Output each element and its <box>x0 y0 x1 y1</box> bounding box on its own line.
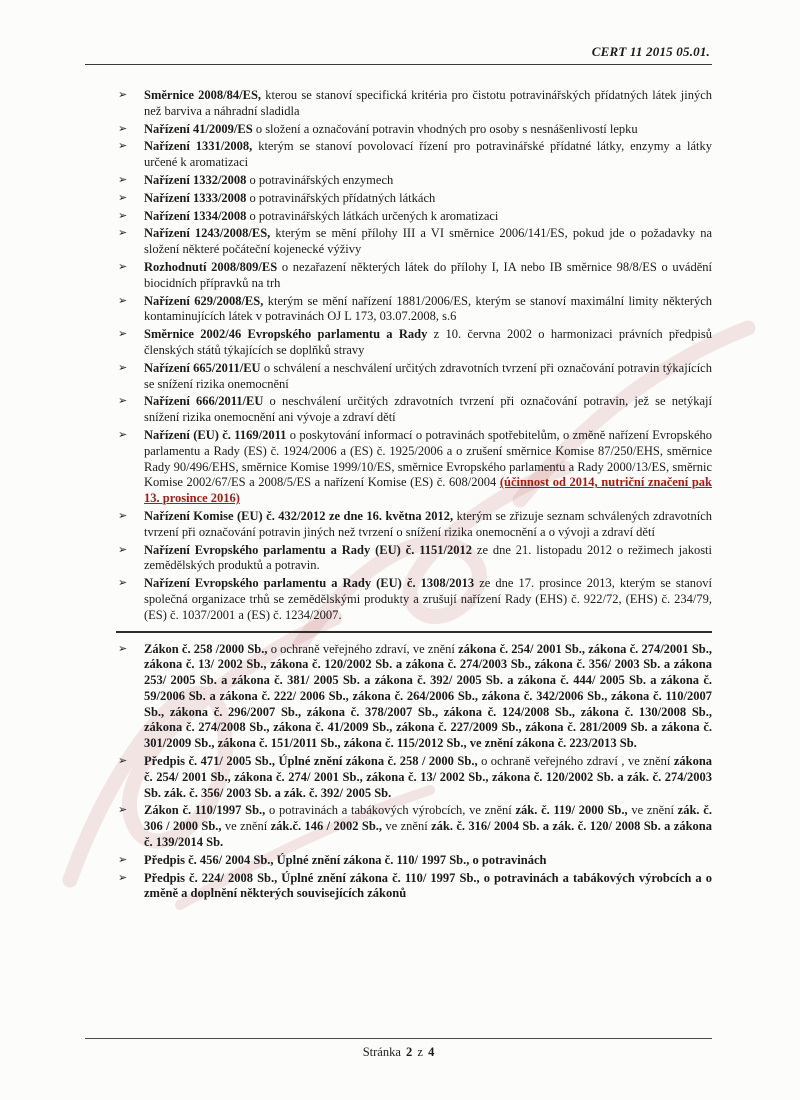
list-item-text <box>144 803 712 849</box>
text-segment: zákona č. 254/ 2001 Sb., zákona č. 274/ 2001 Sb., zákona č. 13/ 2002 Sb., zákona č. 120/2002 Sb. a zák. č. 274/2003 Sb. zák. č. 356/ 2003 Sb. a zák. č. 392/ 2005 Sb. <box>144 754 713 800</box>
text-segment: o schválení a neschválení určitých zdravotních tvrzení při označování potravin týkajících se snížení rizika onemocnění <box>144 360 712 391</box>
section-divider <box>116 631 712 633</box>
text-segment: o potravinářských přídatných látkách <box>246 190 436 205</box>
text-segment: Nařízení 666/2011/EU <box>144 394 264 409</box>
list-item <box>116 871 712 903</box>
text-segment: o potravinách a tabákových výrobcích, ve znění <box>265 803 516 818</box>
text-segment: kterým se zřizuje seznam schválených zdravotních tvrzení při označování potravin jiných než tvrzení o snížení rizika onemocnění a o vývoji a zdraví dětí <box>144 508 712 539</box>
text-segment: ze dne 17. prosince 2013, kterým se stanoví společná organizace trhů se zemědělskými produkty a zrušují nařízení Rady (EHS) č. 922/72, (EHS) č. 234/79, (ES) č. 1037/2001 a (ES) č. 1234/2007. <box>144 576 712 622</box>
text-segment: o poskytování informací o potravinách spotřebitelům, o změně nařízení Evropského parlamentu a Rady (ES) č. 1924/2006 a (ES) č. 1925/2006 a o zrušení směrnice Komise 87/250/EHS, směrnice Rady 90/496/EHS, směrnice Komise 1999/10/ES, směrnice Evropského parlamentu a Rady 2000/13/ES, směrnic Komise 2002/67/ES a 2008/5/ES a nařízení Komise (ES) č. 608/2004 <box>144 427 712 490</box>
list-item-text <box>144 88 712 118</box>
list-item <box>116 88 712 120</box>
arrow-bullet-icon: ➢ <box>118 227 128 240</box>
list-item-text <box>144 543 712 573</box>
text-segment: Nařízení 665/2011/EU <box>144 360 261 375</box>
footer-page-number: 2 <box>406 1045 413 1059</box>
list-item-text <box>144 122 638 136</box>
arrow-bullet-icon: ➢ <box>118 191 128 204</box>
arrow-bullet-icon: ➢ <box>118 140 128 153</box>
text-segment: Nařízení Evropského parlamentu a Rady (EU) č. 1151/2012 <box>144 542 473 557</box>
arrow-bullet-icon: ➢ <box>118 543 128 556</box>
arrow-bullet-icon: ➢ <box>118 577 128 590</box>
arrow-bullet-icon: ➢ <box>118 122 128 135</box>
footer-label: Stránka <box>362 1045 401 1059</box>
list-item-text <box>144 361 712 391</box>
arrow-bullet-icon: ➢ <box>118 209 128 222</box>
list-item <box>116 509 712 541</box>
list-item-text <box>144 509 712 539</box>
text-segment: o potravinářských látkách určených k aromatizaci <box>246 208 499 223</box>
arrow-bullet-icon: ➢ <box>118 173 128 186</box>
arrow-bullet-icon: ➢ <box>118 328 128 341</box>
text-segment: kterým se mění přílohy III a VI směrnice 2006/141/ES, pokud jde o požadavky na složení některé počáteční kojenecké výživy <box>144 226 712 257</box>
list-item-text <box>144 394 712 424</box>
list-item <box>116 803 712 850</box>
text-segment: kterou se stanoví specifická kritéria pro čistotu potravinářských přídatných látek jiných než barviva a náhradní sladidla <box>144 88 712 118</box>
text-segment: o složení a označování potravin vhodných pro osoby s nesnášenlivostí lepku <box>252 121 638 136</box>
text-segment: kterým se stanoví povolovací řízení pro potravinářské přídatné látky, enzymy a látky určené k aromatizaci <box>144 139 712 170</box>
text-segment: Nařízení 629/2008/ES, <box>144 293 264 308</box>
list-item-text <box>144 327 712 357</box>
list-item-text <box>144 139 712 169</box>
text-segment: o neschválení určitých zdravotních tvrzení při označování potravin, jež se netýkají snížení rizika onemocnění ani vývoje a zdraví dětí <box>144 394 712 425</box>
text-segment: Rozhodnutí 2008/809/ES <box>144 259 278 274</box>
arrow-bullet-icon: ➢ <box>118 361 128 374</box>
list-item <box>116 209 712 225</box>
arrow-bullet-icon: ➢ <box>118 755 128 768</box>
text-segment: Nařízení 1243/2008/ES, <box>144 226 271 241</box>
list-item-text <box>144 428 712 505</box>
list-item-text <box>144 226 712 256</box>
list-item-text <box>144 173 393 187</box>
list-item-text <box>144 209 498 223</box>
arrow-bullet-icon: ➢ <box>118 294 128 307</box>
list-item-text <box>144 294 712 324</box>
footer-rule <box>85 1038 712 1039</box>
arrow-bullet-icon: ➢ <box>118 804 128 817</box>
text-segment: z 10. června 2002 o harmonizaci právních předpisů členských států týkajících se doplňků stravy <box>144 327 712 357</box>
list-item-text <box>144 642 712 751</box>
list-item-text <box>144 191 435 205</box>
text-segment: zák. č. 119/ 2000 Sb., <box>515 803 628 818</box>
text-segment: zákona č. 254/ 2001 Sb., zákona č. 274/2001 Sb., zákona č. 13/ 2002 Sb., zákona č. 120/2002 Sb. a zákona č. 274/2003 Sb., zákona č. 356/ 2003 Sb. a zákona 253/ 2005 Sb. a zákona č. 381/ 2005 Sb. a zákona č. 392/ 2005 Sb. a zákona č. 444/ 2005 Sb. a zákona č. 59/2006 Sb. a zákona č. 222/ 2006 Sb., zákona č. 264/2006 Sb., zákona č. 342/2006 Sb., zákona č. 110/2007 Sb., zákona č. 296/2007 Sb., zákona č. 378/2007 Sb., zákona č. 124/2008 Sb., zákona č. 130/2008 Sb., zákona č. 274/2008 Sb., zákona č. 41/2009 Sb., zákona č. 227/2009 Sb., zákona č. 281/2009 Sb. a zákona č. 301/2009 Sb., zákona č. 151/2011 Sb., zákona č. 115/2012 Sb., ve znění zákona č. 223/2013 Sb. <box>144 641 713 751</box>
text-segment: ve znění <box>382 819 432 834</box>
list-item <box>116 394 712 426</box>
document-body <box>116 88 712 904</box>
text-segment: zák. č. 306 / 2000 Sb., <box>144 803 712 834</box>
list-item <box>116 642 712 753</box>
text-segment: Předpis č. 471/ 2005 Sb., Úplné znění zákona č. 258 / 2000 Sb., <box>144 754 478 769</box>
header-rule <box>85 64 712 65</box>
text-segment: ze dne 21. listopadu 2012 o režimech jakosti zemědělských produktů a potravin. <box>144 542 713 573</box>
page-footer <box>85 1045 712 1060</box>
footer-total-pages: 4 <box>428 1045 435 1059</box>
text-segment: Zákon č. 110/1997 Sb., <box>144 803 266 818</box>
text-segment: o nezařazení některých látek do přílohy I, IA nebo IB směrnice 98/8/ES o uvádění biocidních přípravků na trh <box>144 259 712 290</box>
list-item-text <box>144 871 712 901</box>
arrow-bullet-icon: ➢ <box>118 260 128 273</box>
text-segment: Nařízení (EU) č. 1169/2011 <box>144 427 287 442</box>
footer-separator: z <box>417 1045 423 1059</box>
text-segment: Nařízení Komise (EU) č. 432/2012 ze dne 16. května 2012, <box>144 508 454 523</box>
arrow-bullet-icon: ➢ <box>118 853 128 866</box>
arrow-bullet-icon: ➢ <box>118 509 128 522</box>
arrow-bullet-icon: ➢ <box>118 642 128 655</box>
text-segment: (účinnost od 2014, nutriční značení pak 13. prosince 2016) <box>144 475 712 506</box>
list-item <box>116 576 712 623</box>
list-item <box>116 226 712 258</box>
list-item <box>116 173 712 189</box>
text-segment: kterým se mění nařízení 1881/2006/ES, kterým se stanoví maximální limity některých kontaminujících látek v potravinách OJ L 173, 03.07.2008, s.6 <box>144 293 712 324</box>
arrow-bullet-icon: ➢ <box>118 89 128 101</box>
text-segment: o ochraně veřejného zdraví, ve znění <box>267 641 459 656</box>
list-item <box>116 754 712 801</box>
text-segment: Zákon č. 258 /2000 Sb., <box>144 641 268 656</box>
list-item-text <box>144 853 546 867</box>
text-segment: Předpis č. 456/ 2004 Sb., Úplné znění zákona č. 110/ 1997 Sb., o potravinách <box>144 852 547 867</box>
document-code: CERT 11 2015 05.01. <box>591 44 710 59</box>
text-segment: Nařízení 1331/2008, <box>144 139 253 154</box>
list-item <box>116 327 712 359</box>
text-segment: Směrnice 2008/84/ES, <box>144 88 262 102</box>
list-item <box>116 191 712 207</box>
list-item <box>116 361 712 393</box>
text-segment: ve znění <box>221 819 271 834</box>
text-segment: zák. č. 316/ 2004 Sb. a zák. č. 120/ 2008 Sb. a zákona č. 139/2014 Sb. <box>144 819 712 850</box>
text-segment: zák.č. 146 / 2002 Sb., <box>270 819 383 834</box>
list-item <box>116 543 712 575</box>
list-item <box>116 294 712 326</box>
list-item <box>116 139 712 171</box>
list-item <box>116 260 712 292</box>
text-segment: o ochraně veřejného zdraví , ve znění <box>477 754 674 769</box>
text-segment: Předpis č. 224/ 2008 Sb., Úplné znění zákona č. 110/ 1997 Sb., o potravinách a tabákových výrobcích a o změně a doplnění některých souvisejících zákonů <box>144 870 712 901</box>
list-item <box>116 428 712 507</box>
list-item <box>116 122 712 138</box>
text-segment: ve znění <box>627 803 678 818</box>
text-segment: o potravinářských enzymech <box>246 172 394 187</box>
arrow-bullet-icon: ➢ <box>118 395 128 408</box>
arrow-bullet-icon: ➢ <box>118 871 128 884</box>
text-segment: Nařízení 1332/2008 <box>144 172 247 187</box>
text-segment: Nařízení 41/2009/ES <box>144 121 253 136</box>
text-segment: Nařízení 1333/2008 <box>144 190 247 205</box>
list-item-text <box>144 754 712 800</box>
text-segment: Nařízení Evropského parlamentu a Rady (EU) č. 1308/2013 <box>144 576 475 591</box>
list-item-text <box>144 576 712 622</box>
text-segment: Směrnice 2002/46 Evropského parlamentu a Rady <box>144 327 428 342</box>
list-item-text <box>144 260 712 290</box>
list-item <box>116 853 712 869</box>
text-segment: Nařízení 1334/2008 <box>144 208 247 223</box>
arrow-bullet-icon: ➢ <box>118 428 128 441</box>
